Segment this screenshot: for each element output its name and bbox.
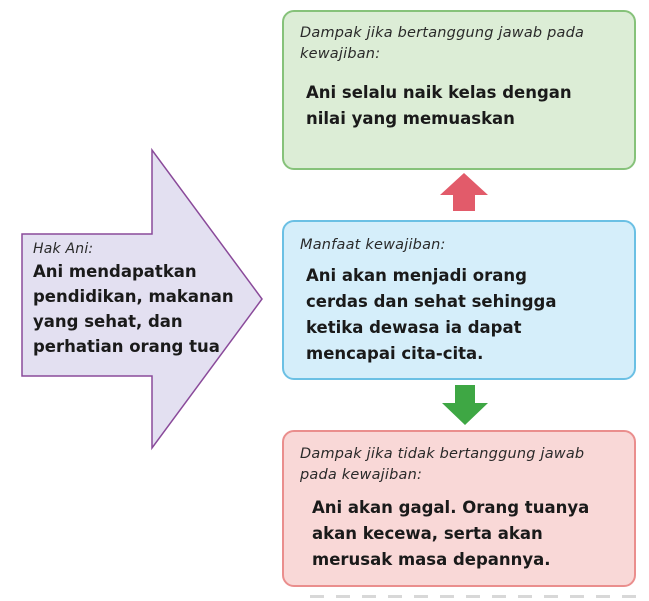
body-line: mencapai cita-cita. — [306, 344, 484, 363]
label-line: Dampak jika tidak bertanggung jawab — [300, 446, 585, 462]
impact-responsible-label — [300, 23, 620, 65]
body-line: Ani selalu naik kelas dengan — [306, 83, 572, 102]
body-line: Ani akan menjadi orang — [306, 266, 527, 285]
big-arrow-shape — [0, 0, 270, 460]
benefit-box — [282, 220, 636, 380]
arrow-up-icon — [438, 171, 490, 213]
arrow-down-icon — [440, 383, 490, 427]
rights-line: Ani mendapatkan — [33, 262, 197, 281]
impact-irresponsible-label — [300, 444, 630, 486]
benefit-text — [306, 263, 606, 367]
label-line: pada kewajiban: — [300, 467, 423, 483]
benefit-label — [300, 235, 620, 256]
impact-irresponsible-text — [312, 495, 612, 573]
body-line: Ani akan gagal. Orang tuanya — [312, 498, 590, 517]
body-line: cerdas dan sehat sehingga — [306, 292, 557, 311]
label-line: Dampak jika bertanggung jawab pada — [300, 25, 585, 41]
label-line: kewajiban: — [300, 46, 381, 62]
rights-label: Hak Ani: — [33, 241, 94, 257]
impact-responsible-text — [306, 80, 606, 132]
dashed-divider — [310, 595, 640, 598]
rights-line: yang sehat, dan — [33, 312, 183, 331]
body-line: nilai yang memuaskan — [306, 109, 515, 128]
impact-responsible-box — [282, 10, 636, 170]
rights-text — [33, 259, 243, 359]
rights-line: pendidikan, makanan — [33, 287, 234, 306]
body-line: ketika dewasa ia dapat — [306, 318, 522, 337]
rights-line: perhatian orang tua — [33, 337, 220, 356]
rights-panel — [33, 241, 243, 359]
label-line: Manfaat kewajiban: — [300, 237, 446, 253]
impact-irresponsible-box — [282, 430, 636, 587]
body-line: merusak masa depannya. — [312, 550, 551, 569]
body-line: akan kecewa, serta akan — [312, 524, 543, 543]
